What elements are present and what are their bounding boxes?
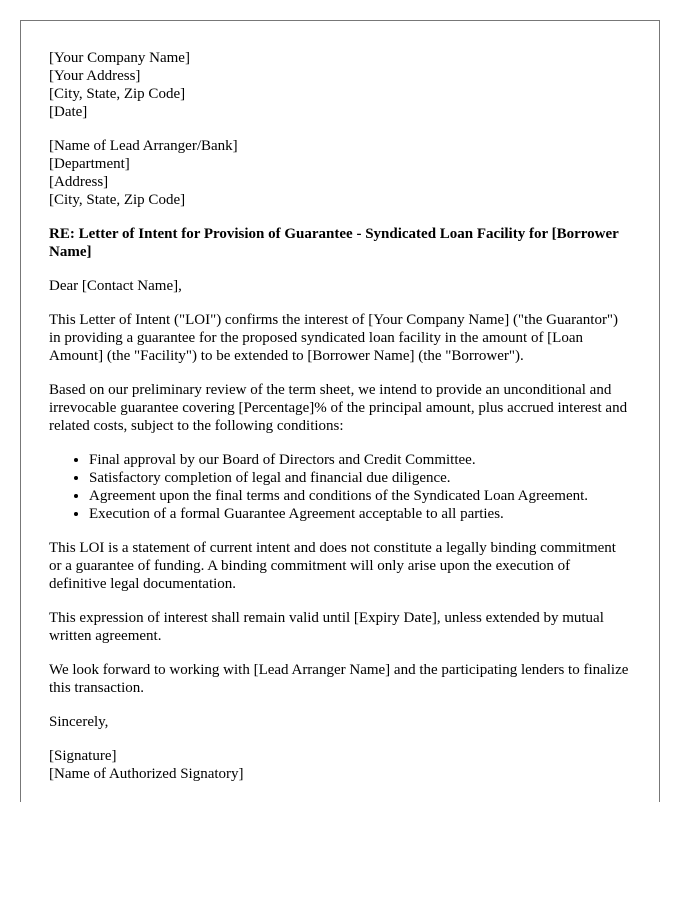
sender-company: [Your Company Name]: [49, 50, 190, 66]
letter-page: [20, 20, 660, 802]
closing-paragraph: We look forward to working with [Lead Arranger Name] and the participating lenders to finalize this transaction.: [49, 662, 629, 696]
review-paragraph: Based on our preliminary review of the term sheet, we intend to provide an unconditional and irrevocable guarantee covering [Percentage]% of the principal amount, plus accrued interest and related costs, subject to the following conditions:: [49, 382, 628, 434]
signature-placeholder: [Signature]: [49, 748, 117, 764]
non-binding-paragraph: This LOI is a statement of current intent and does not constitute a legally binding commitment or a guarantee of funding. A binding commitment will only arise upon the execution of definitive legal documentation.: [49, 540, 616, 592]
sender-address: [Your Address]: [49, 68, 141, 84]
signature-block: [49, 747, 629, 783]
recipient-department: [Department]: [49, 156, 130, 172]
list-item: • Satisfactory completion of legal and financial due diligence.: [89, 469, 629, 487]
letter-date: [Date]: [49, 104, 88, 120]
conditions-list: [49, 451, 629, 523]
signatory-name: [Name of Authorized Signatory]: [49, 766, 244, 782]
list-item: • Agreement upon the final terms and conditions of the Syndicated Loan Agreement.: [89, 487, 629, 505]
intro-paragraph: This Letter of Intent ("LOI") confirms the interest of [Your Company Name] ("the Guarantor") in providing a guarantee for the proposed syndicated loan facility in the amount of [Loan Amount] (the "Facility") to be extended to [Borrower Name] (the "Borrower").: [49, 312, 619, 364]
list-item: • Final approval by our Board of Directors and Credit Committee.: [89, 451, 629, 469]
salutation: Dear [Contact Name],: [49, 278, 182, 294]
list-item: • Execution of a formal Guarantee Agreement acceptable to all parties.: [89, 505, 629, 523]
sign-off: Sincerely,: [49, 714, 109, 730]
subject-line: RE: Letter of Intent for Provision of Guarantee - Syndicated Loan Facility for [Borrower Name]: [49, 226, 619, 260]
sender-address-block: [49, 49, 629, 121]
recipient-city-state-zip: [City, State, Zip Code]: [49, 192, 186, 208]
sender-city-state-zip: [City, State, Zip Code]: [49, 86, 186, 102]
letter-content: [49, 49, 629, 783]
recipient-address-block: [49, 137, 629, 209]
recipient-address: [Address]: [49, 174, 109, 190]
validity-paragraph: This expression of interest shall remain valid until [Expiry Date], unless extended by mutual written agreement.: [49, 610, 604, 644]
recipient-name: [Name of Lead Arranger/Bank]: [49, 138, 238, 154]
